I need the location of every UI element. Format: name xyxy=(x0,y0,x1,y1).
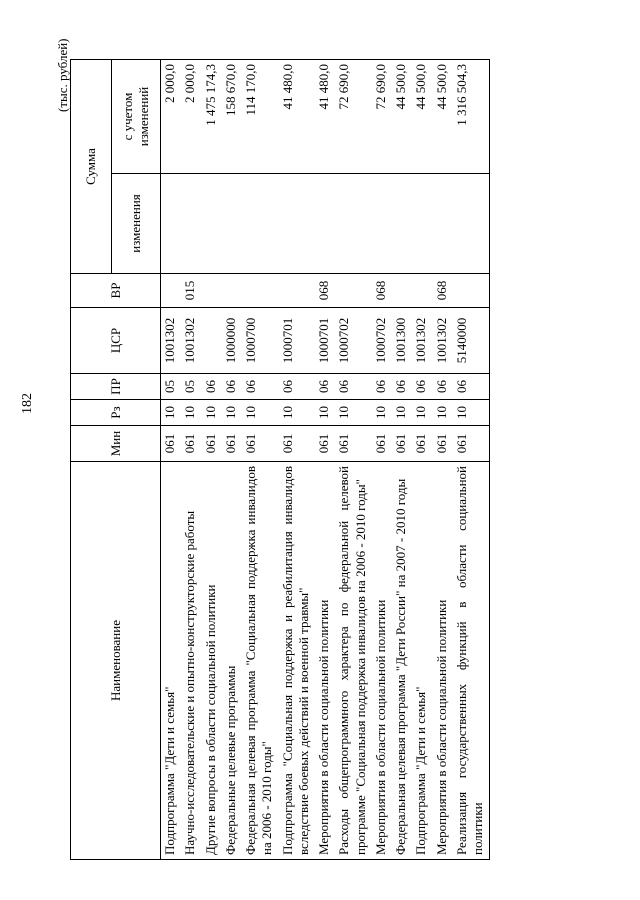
cell-pr: 06 xyxy=(335,374,372,400)
table-row xyxy=(392,60,412,860)
cell-min: 061 xyxy=(181,426,201,462)
header-pr: ПР xyxy=(71,374,161,400)
cell-csr: 1000700 xyxy=(242,308,279,374)
cell-csr: 1000702 xyxy=(335,308,372,374)
units-note: (тыс. рублей) xyxy=(55,38,70,112)
cell-total: 41 480,0 xyxy=(315,60,335,174)
cell-rz: 10 xyxy=(335,400,372,426)
cell-csr: 1000701 xyxy=(279,308,316,374)
cell-min: 061 xyxy=(315,426,335,462)
table-row xyxy=(433,60,453,860)
cell-total: 44 500,0 xyxy=(412,60,432,174)
cell-name: Научно-исследовательские и опытно-конструкторские работы xyxy=(181,462,201,860)
cell-vr xyxy=(222,274,242,308)
cell-min: 061 xyxy=(433,426,453,462)
cell-vr xyxy=(202,274,222,308)
cell-pr: 06 xyxy=(315,374,335,400)
cell-changes xyxy=(412,174,432,274)
budget-table xyxy=(70,59,490,860)
cell-total: 114 170,0 xyxy=(242,60,279,174)
cell-csr: 1000702 xyxy=(372,308,392,374)
cell-min: 061 xyxy=(279,426,316,462)
cell-rz: 10 xyxy=(433,400,453,426)
cell-pr: 06 xyxy=(202,374,222,400)
cell-pr: 05 xyxy=(161,374,182,400)
cell-csr: 1001302 xyxy=(181,308,201,374)
cell-csr: 1000701 xyxy=(315,308,335,374)
table-row xyxy=(315,60,335,860)
cell-min: 061 xyxy=(335,426,372,462)
cell-name: Подпрограмма "Дети и семья" xyxy=(412,462,432,860)
table-row xyxy=(453,60,490,860)
table-row xyxy=(161,60,182,860)
cell-total: 44 500,0 xyxy=(392,60,412,174)
cell-csr: 1000000 xyxy=(222,308,242,374)
cell-pr: 06 xyxy=(222,374,242,400)
cell-total: 72 690,0 xyxy=(372,60,392,174)
cell-changes xyxy=(222,174,242,274)
cell-total: 2 000,0 xyxy=(181,60,201,174)
cell-min: 061 xyxy=(412,426,432,462)
cell-name: Мероприятия в области социальной политики xyxy=(433,462,453,860)
cell-csr: 1001302 xyxy=(412,308,432,374)
cell-min: 061 xyxy=(222,426,242,462)
cell-csr xyxy=(202,308,222,374)
cell-rz: 10 xyxy=(453,400,490,426)
cell-rz: 10 xyxy=(412,400,432,426)
cell-name: Другие вопросы в области социальной политики xyxy=(202,462,222,860)
table-body xyxy=(161,60,490,860)
cell-total: 41 480,0 xyxy=(279,60,316,174)
cell-total: 1 475 174,3 xyxy=(202,60,222,174)
cell-name: Расходы общепрограммного характера по федеральной целевой программе "Социальная поддержка инвалидов на 2006 - 2010 годы" xyxy=(335,462,372,860)
cell-min: 061 xyxy=(161,426,182,462)
cell-total: 158 670,0 xyxy=(222,60,242,174)
cell-name: Мероприятия в области социальной политики xyxy=(315,462,335,860)
cell-name: Федеральные целевые программы xyxy=(222,462,242,860)
cell-pr: 05 xyxy=(181,374,201,400)
cell-pr: 06 xyxy=(453,374,490,400)
table-row xyxy=(222,60,242,860)
cell-total: 2 000,0 xyxy=(161,60,182,174)
table-row xyxy=(335,60,372,860)
cell-changes xyxy=(242,174,279,274)
cell-changes xyxy=(453,174,490,274)
cell-vr xyxy=(279,274,316,308)
cell-csr: 5140000 xyxy=(453,308,490,374)
header-min: Мин xyxy=(71,426,161,462)
cell-min: 061 xyxy=(242,426,279,462)
cell-vr: 015 xyxy=(181,274,201,308)
cell-rz: 10 xyxy=(242,400,279,426)
cell-min: 061 xyxy=(453,426,490,462)
cell-vr xyxy=(335,274,372,308)
cell-pr: 06 xyxy=(372,374,392,400)
table-header xyxy=(71,60,161,860)
cell-name: Федеральная целевая программа "Социальная поддержка инвалидов на 2006 - 2010 годы" xyxy=(242,462,279,860)
table-row xyxy=(242,60,279,860)
cell-vr xyxy=(392,274,412,308)
cell-name: Подпрограмма "Дети и семья" xyxy=(161,462,182,860)
cell-csr: 1001300 xyxy=(392,308,412,374)
cell-changes xyxy=(372,174,392,274)
cell-pr: 06 xyxy=(392,374,412,400)
budget-table-container xyxy=(70,60,580,860)
cell-rz: 10 xyxy=(161,400,182,426)
cell-total: 1 316 504,3 xyxy=(453,60,490,174)
cell-csr: 1001302 xyxy=(433,308,453,374)
cell-rz: 10 xyxy=(181,400,201,426)
table-row xyxy=(202,60,222,860)
cell-vr xyxy=(242,274,279,308)
table-row xyxy=(372,60,392,860)
cell-vr xyxy=(412,274,432,308)
header-csr: ЦСР xyxy=(71,308,161,374)
header-changes: изменения xyxy=(112,174,161,274)
cell-pr: 06 xyxy=(412,374,432,400)
cell-min: 061 xyxy=(202,426,222,462)
cell-changes xyxy=(161,174,182,274)
cell-total: 72 690,0 xyxy=(335,60,372,174)
cell-rz: 10 xyxy=(372,400,392,426)
cell-pr: 06 xyxy=(242,374,279,400)
header-name: Наименование xyxy=(71,462,161,860)
cell-min: 061 xyxy=(372,426,392,462)
table-row xyxy=(279,60,316,860)
cell-name: Подпрограмма "Социальная поддержка и реабилитация инвалидов вследствие боевых действий и военной травмы" xyxy=(279,462,316,860)
cell-vr xyxy=(453,274,490,308)
cell-pr: 06 xyxy=(279,374,316,400)
cell-rz: 10 xyxy=(202,400,222,426)
cell-vr xyxy=(161,274,182,308)
header-vr: ВР xyxy=(71,274,161,308)
cell-changes xyxy=(335,174,372,274)
cell-vr: 068 xyxy=(433,274,453,308)
table-row xyxy=(181,60,201,860)
cell-changes xyxy=(202,174,222,274)
header-sum: Сумма xyxy=(71,60,112,274)
cell-name: Мероприятия в области социальной политики xyxy=(372,462,392,860)
header-rz: Рз xyxy=(71,400,161,426)
cell-changes xyxy=(315,174,335,274)
cell-vr: 068 xyxy=(372,274,392,308)
cell-changes xyxy=(279,174,316,274)
table-row xyxy=(412,60,432,860)
cell-rz: 10 xyxy=(222,400,242,426)
cell-rz: 10 xyxy=(392,400,412,426)
page-number: 182 xyxy=(20,393,35,414)
cell-vr: 068 xyxy=(315,274,335,308)
cell-name: Реализация государственных функций в области социальной политики xyxy=(453,462,490,860)
cell-pr: 06 xyxy=(433,374,453,400)
header-with-changes: с учетом изменений xyxy=(112,60,161,174)
cell-csr: 1001302 xyxy=(161,308,182,374)
cell-changes xyxy=(433,174,453,274)
cell-rz: 10 xyxy=(315,400,335,426)
cell-changes xyxy=(392,174,412,274)
cell-total: 44 500,0 xyxy=(433,60,453,174)
cell-name: Федеральная целевая программа "Дети России" на 2007 - 2010 годы xyxy=(392,462,412,860)
cell-min: 061 xyxy=(392,426,412,462)
cell-rz: 10 xyxy=(279,400,316,426)
cell-changes xyxy=(181,174,201,274)
